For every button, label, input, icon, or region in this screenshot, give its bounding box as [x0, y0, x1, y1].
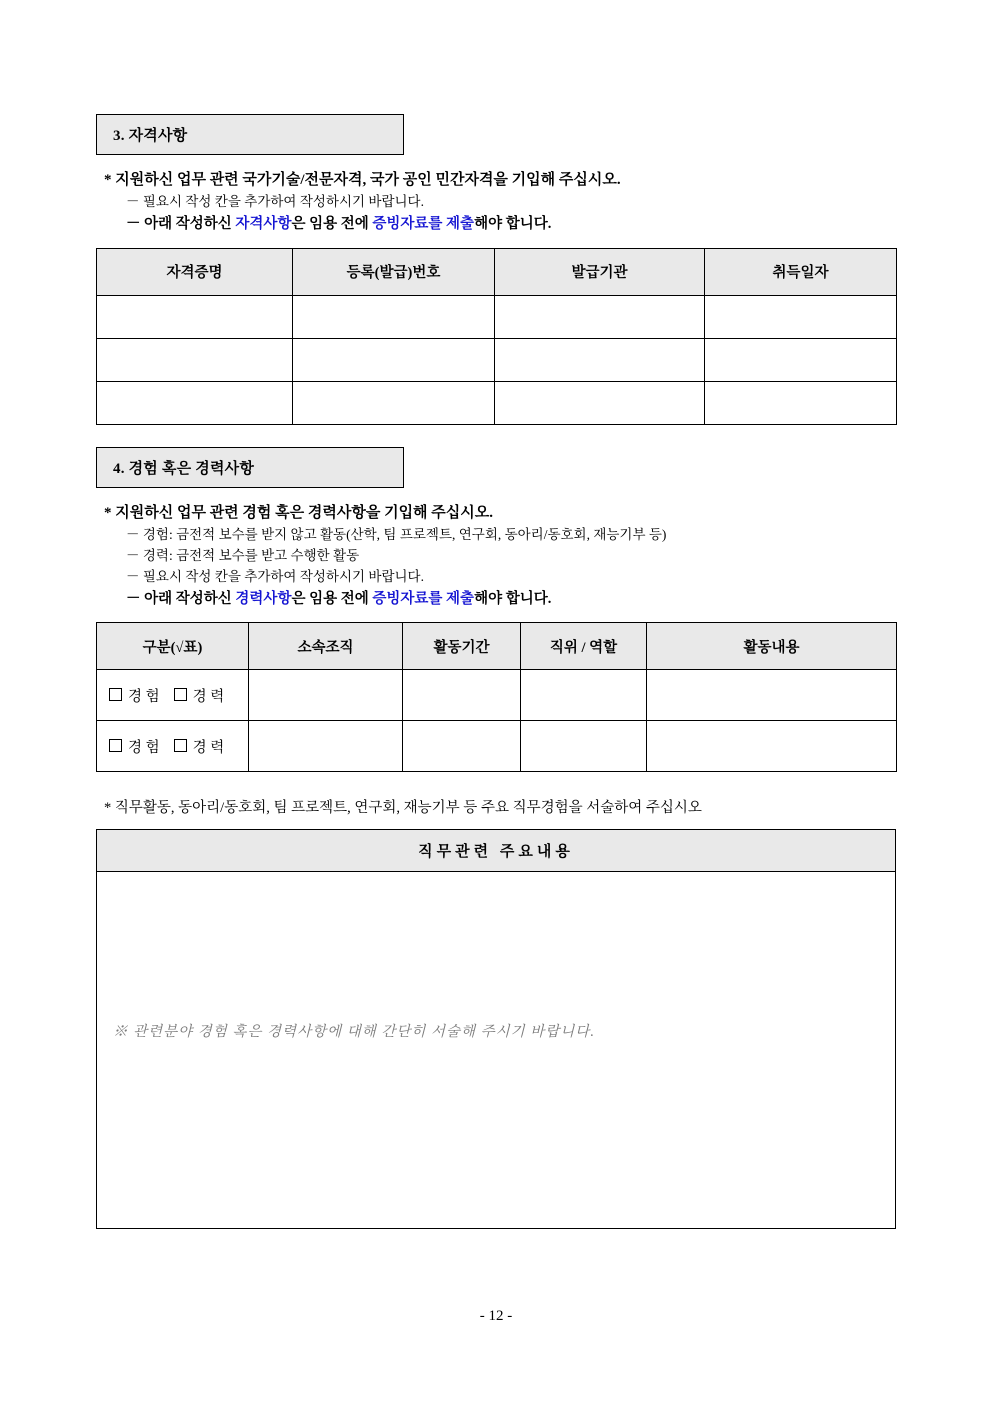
checkbox-label-career: 경 력: [192, 688, 225, 705]
cell-organization[interactable]: [249, 670, 403, 721]
table-row: [97, 721, 897, 772]
cell-issuing-agency[interactable]: [495, 338, 705, 381]
checkbox-label-experience: 경 험: [128, 688, 160, 705]
qualifications-bullet-2-highlight-1: 자격사항: [235, 216, 292, 233]
checkbox-career[interactable]: [174, 688, 187, 701]
experience-bullet-4-text-2: 은 임용 전에: [291, 590, 373, 607]
cell-activity-detail[interactable]: [647, 721, 897, 772]
cell-period[interactable]: [403, 670, 521, 721]
column-header-period: 활동기간: [403, 623, 521, 670]
cell-period[interactable]: [403, 721, 521, 772]
cell-certificate-name[interactable]: [97, 381, 293, 424]
qualifications-instruction-lead: * 지원하신 업무 관련 국가기술/전문자격, 국가 공인 민간자격을 기입해 주십시오.: [104, 172, 621, 188]
description-textarea[interactable]: [97, 872, 895, 1228]
cell-position-role[interactable]: [521, 670, 647, 721]
experience-bullet-4: [126, 588, 896, 610]
page-content: [96, 114, 896, 1229]
checkbox-career[interactable]: [174, 739, 187, 752]
cell-issuing-agency[interactable]: [495, 295, 705, 338]
qualifications-bullet-2-text-2: 은 임용 전에: [291, 216, 373, 233]
table-header-row: [97, 248, 897, 295]
cell-acquisition-date[interactable]: [705, 381, 897, 424]
description-placeholder: ※ 관련분야 경험 혹은 경력사항에 대해 간단히 서술해 주시기 바랍니다.: [113, 1024, 595, 1041]
checkbox-label-experience: 경 험: [128, 739, 160, 756]
cell-activity-detail[interactable]: [647, 670, 897, 721]
experience-bullet-4-text-3: 해야 합니다.: [474, 590, 552, 607]
cell-certificate-name[interactable]: [97, 338, 293, 381]
column-header-issuing-agency: 발급기관: [495, 248, 705, 295]
checkbox-experience[interactable]: [109, 739, 122, 752]
column-header-registration-number: 등록(발급)번호: [293, 248, 495, 295]
cell-issuing-agency[interactable]: [495, 381, 705, 424]
qualifications-bullet-2-highlight-2: 증빙자료를 제출: [372, 216, 475, 233]
table-row: [97, 670, 897, 721]
experience-bullet-3: － 필요시 작성 칸을 추가하여 작성하시기 바랍니다.: [126, 568, 424, 584]
experience-bullet-4-text-1: － 아래 작성하신: [126, 590, 236, 607]
description-box: [96, 829, 896, 1229]
experience-table: [96, 622, 897, 772]
qualifications-bullet-1: － 필요시 작성 칸을 추가하여 작성하시기 바랍니다.: [126, 194, 424, 210]
table-row: [97, 295, 897, 338]
cell-registration-number[interactable]: [293, 295, 495, 338]
cell-type-checkboxes[interactable]: [97, 670, 249, 721]
experience-bullet-4-highlight-2: 증빙자료를 제출: [372, 590, 475, 607]
column-header-type: 구분(√표): [97, 623, 249, 670]
cell-certificate-name[interactable]: [97, 295, 293, 338]
experience-bullet-4-highlight-1: 경력사항: [235, 590, 292, 607]
page-number: - 12 -: [479, 1308, 513, 1324]
column-header-organization: 소속조직: [249, 623, 403, 670]
cell-organization[interactable]: [249, 721, 403, 772]
cell-acquisition-date[interactable]: [705, 338, 897, 381]
section-header-qualifications: 3. 자격사항: [96, 114, 404, 155]
table-row: [97, 338, 897, 381]
experience-instructions: [104, 502, 896, 610]
experience-bullet-2: － 경력: 금전적 보수를 받고 수행한 활동: [126, 547, 360, 563]
table-row: [97, 381, 897, 424]
cell-acquisition-date[interactable]: [705, 295, 897, 338]
cell-type-checkboxes[interactable]: [97, 721, 249, 772]
experience-bullet-1: － 경험: 금전적 보수를 받지 않고 활동(산학, 팀 프로젝트, 연구회, 동아리/동호회, 재능기부 등): [126, 526, 667, 542]
qualifications-instructions: [104, 169, 896, 236]
column-header-position-role: 직위 / 역할: [521, 623, 647, 670]
checkbox-label-career: 경 력: [192, 739, 225, 756]
column-header-activity-detail: 활동내용: [647, 623, 897, 670]
description-note: * 직무활동, 동아리/동호회, 팀 프로젝트, 연구회, 재능기부 등 주요 직무경험을 서술하여 주십시오: [104, 800, 702, 817]
column-header-certificate-name: 자격증명: [97, 248, 293, 295]
column-header-acquisition-date: 취득일자: [705, 248, 897, 295]
qualifications-bullet-2: [126, 213, 896, 235]
cell-position-role[interactable]: [521, 721, 647, 772]
cell-registration-number[interactable]: [293, 338, 495, 381]
table-header-row: [97, 623, 897, 670]
qualifications-bullet-2-text-1: － 아래 작성하신: [126, 216, 236, 233]
qualifications-bullet-2-text-3: 해야 합니다.: [474, 216, 552, 233]
qualifications-table: [96, 248, 897, 425]
section-header-experience: 4. 경험 혹은 경력사항: [96, 447, 404, 488]
cell-registration-number[interactable]: [293, 381, 495, 424]
description-box-header: 직무관련 주요내용: [97, 830, 895, 872]
checkbox-experience[interactable]: [109, 688, 122, 701]
experience-instruction-lead: * 지원하신 업무 관련 경험 혹은 경력사항을 기입해 주십시오.: [104, 504, 494, 521]
